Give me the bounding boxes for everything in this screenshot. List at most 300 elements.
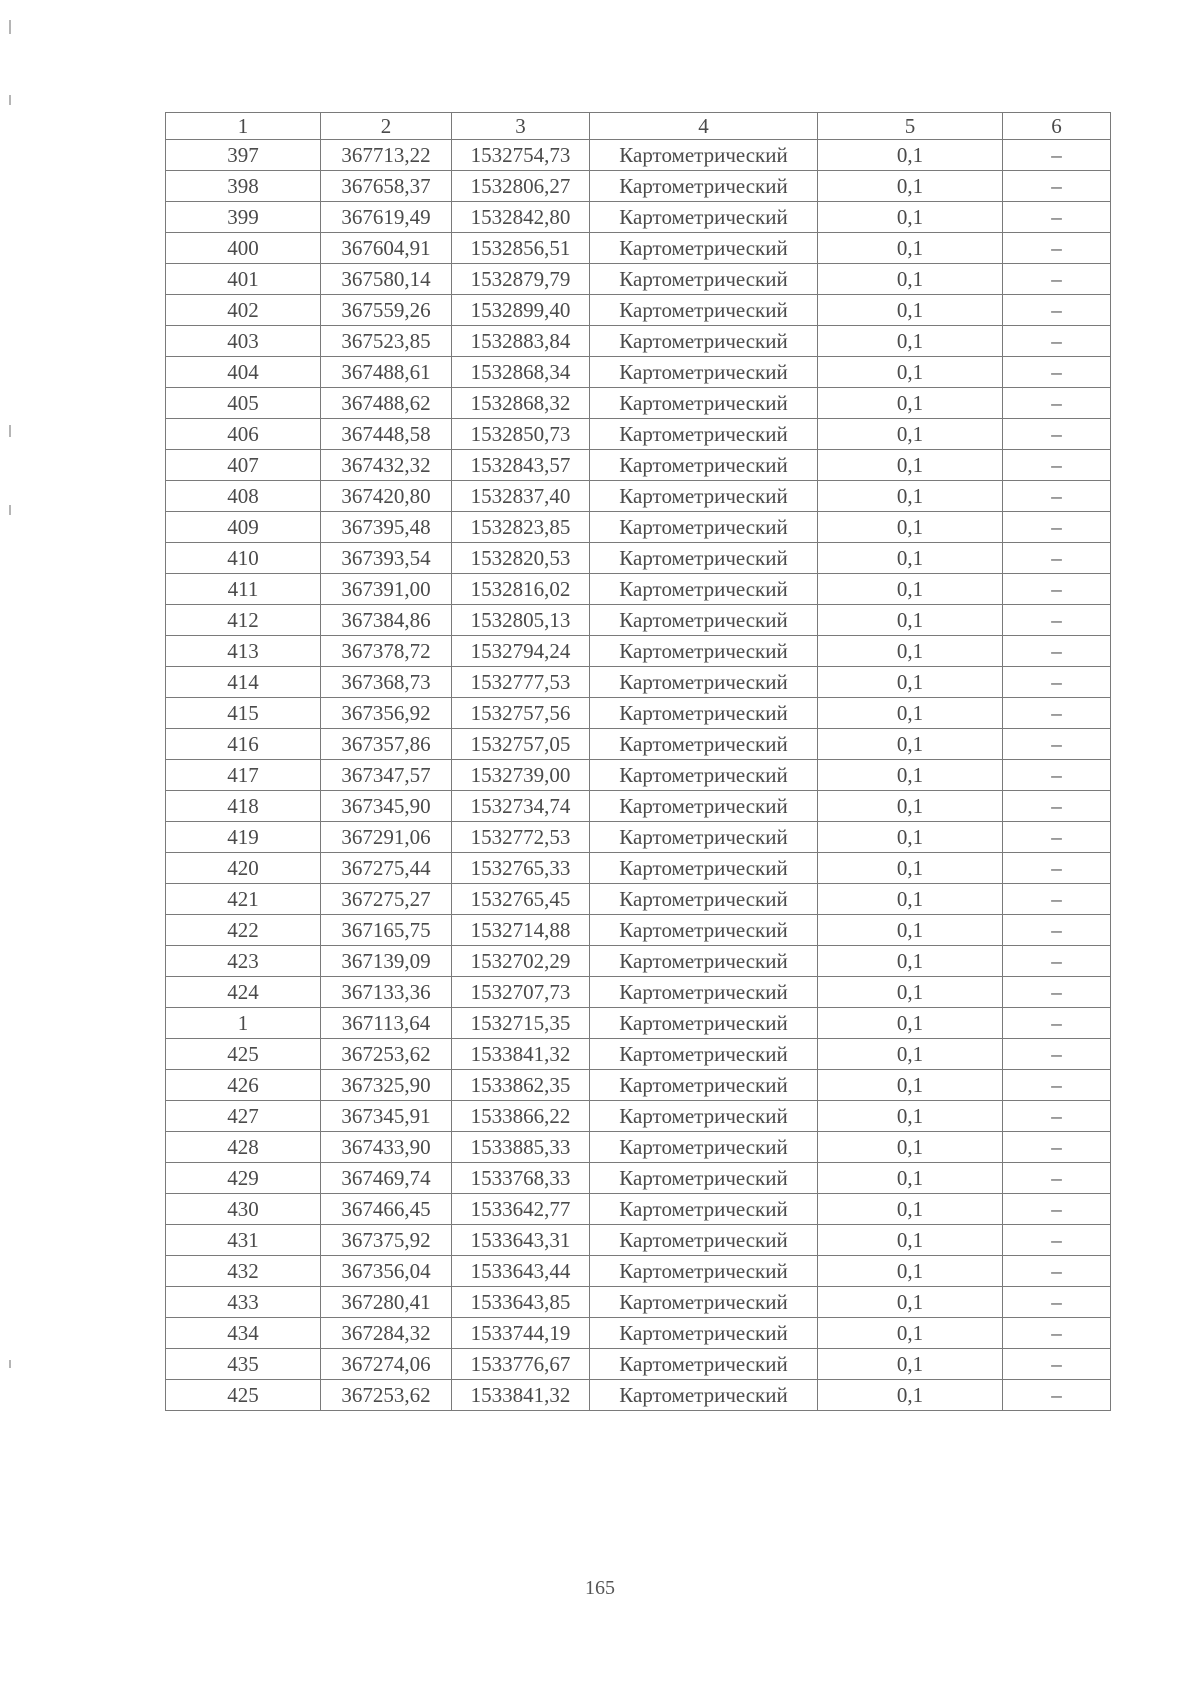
note-cell: – xyxy=(1003,1225,1111,1256)
table-row xyxy=(166,140,1111,171)
y-coordinate-cell: 1532777,53 xyxy=(452,667,590,698)
table-row xyxy=(166,1318,1111,1349)
point-number-cell: 406 xyxy=(166,419,321,450)
y-coordinate-cell: 1532765,45 xyxy=(452,884,590,915)
note-cell: – xyxy=(1003,884,1111,915)
method-cell: Картометрический xyxy=(590,419,818,450)
y-coordinate-cell: 1532765,33 xyxy=(452,853,590,884)
x-coordinate-cell: 367391,00 xyxy=(321,574,452,605)
y-coordinate-cell: 1532734,74 xyxy=(452,791,590,822)
point-number-cell: 435 xyxy=(166,1349,321,1380)
note-cell: – xyxy=(1003,419,1111,450)
point-number-cell: 423 xyxy=(166,946,321,977)
method-cell: Картометрический xyxy=(590,264,818,295)
table-row xyxy=(166,1225,1111,1256)
method-cell: Картометрический xyxy=(590,884,818,915)
accuracy-cell: 0,1 xyxy=(818,1349,1003,1380)
y-coordinate-cell: 1532754,73 xyxy=(452,140,590,171)
y-coordinate-cell: 1532823,85 xyxy=(452,512,590,543)
accuracy-cell: 0,1 xyxy=(818,915,1003,946)
method-cell: Картометрический xyxy=(590,450,818,481)
note-cell: – xyxy=(1003,667,1111,698)
note-cell: – xyxy=(1003,915,1111,946)
column-header: 6 xyxy=(1003,113,1111,140)
accuracy-cell: 0,1 xyxy=(818,605,1003,636)
scan-edge-mark xyxy=(9,20,11,34)
accuracy-cell: 0,1 xyxy=(818,1318,1003,1349)
table-row xyxy=(166,884,1111,915)
y-coordinate-cell: 1533643,31 xyxy=(452,1225,590,1256)
note-cell: – xyxy=(1003,481,1111,512)
accuracy-cell: 0,1 xyxy=(818,884,1003,915)
method-cell: Картометрический xyxy=(590,1287,818,1318)
point-number-cell: 408 xyxy=(166,481,321,512)
accuracy-cell: 0,1 xyxy=(818,1039,1003,1070)
method-cell: Картометрический xyxy=(590,1349,818,1380)
note-cell: – xyxy=(1003,636,1111,667)
accuracy-cell: 0,1 xyxy=(818,791,1003,822)
table-row xyxy=(166,760,1111,791)
table-row xyxy=(166,1070,1111,1101)
point-number-cell: 419 xyxy=(166,822,321,853)
method-cell: Картометрический xyxy=(590,1318,818,1349)
accuracy-cell: 0,1 xyxy=(818,419,1003,450)
accuracy-cell: 0,1 xyxy=(818,977,1003,1008)
accuracy-cell: 0,1 xyxy=(818,357,1003,388)
note-cell: – xyxy=(1003,202,1111,233)
point-number-cell: 398 xyxy=(166,171,321,202)
y-coordinate-cell: 1532816,02 xyxy=(452,574,590,605)
point-number-cell: 416 xyxy=(166,729,321,760)
scan-edge-mark xyxy=(9,425,11,437)
x-coordinate-cell: 367133,36 xyxy=(321,977,452,1008)
x-coordinate-cell: 367488,61 xyxy=(321,357,452,388)
y-coordinate-cell: 1532868,34 xyxy=(452,357,590,388)
table-row xyxy=(166,636,1111,667)
x-coordinate-cell: 367347,57 xyxy=(321,760,452,791)
note-cell: – xyxy=(1003,1287,1111,1318)
x-coordinate-cell: 367280,41 xyxy=(321,1287,452,1318)
method-cell: Картометрический xyxy=(590,760,818,791)
y-coordinate-cell: 1533642,77 xyxy=(452,1194,590,1225)
table-row xyxy=(166,1132,1111,1163)
note-cell: – xyxy=(1003,605,1111,636)
x-coordinate-cell: 367113,64 xyxy=(321,1008,452,1039)
y-coordinate-cell: 1532794,24 xyxy=(452,636,590,667)
point-number-cell: 418 xyxy=(166,791,321,822)
column-header: 2 xyxy=(321,113,452,140)
accuracy-cell: 0,1 xyxy=(818,450,1003,481)
y-coordinate-cell: 1533866,22 xyxy=(452,1101,590,1132)
note-cell: – xyxy=(1003,1349,1111,1380)
table-row xyxy=(166,233,1111,264)
method-cell: Картометрический xyxy=(590,1132,818,1163)
point-number-cell: 1 xyxy=(166,1008,321,1039)
table-row xyxy=(166,791,1111,822)
x-coordinate-cell: 367375,92 xyxy=(321,1225,452,1256)
method-cell: Картометрический xyxy=(590,326,818,357)
coordinates-table xyxy=(165,112,1111,1411)
y-coordinate-cell: 1532842,80 xyxy=(452,202,590,233)
method-cell: Картометрический xyxy=(590,1380,818,1411)
table-row xyxy=(166,977,1111,1008)
table-row xyxy=(166,1349,1111,1380)
accuracy-cell: 0,1 xyxy=(818,543,1003,574)
y-coordinate-cell: 1533643,85 xyxy=(452,1287,590,1318)
x-coordinate-cell: 367275,27 xyxy=(321,884,452,915)
point-number-cell: 420 xyxy=(166,853,321,884)
accuracy-cell: 0,1 xyxy=(818,729,1003,760)
note-cell: – xyxy=(1003,853,1111,884)
method-cell: Картометрический xyxy=(590,791,818,822)
x-coordinate-cell: 367713,22 xyxy=(321,140,452,171)
y-coordinate-cell: 1532856,51 xyxy=(452,233,590,264)
method-cell: Картометрический xyxy=(590,605,818,636)
method-cell: Картометрический xyxy=(590,1101,818,1132)
scan-edge-mark xyxy=(9,95,11,105)
point-number-cell: 401 xyxy=(166,264,321,295)
x-coordinate-cell: 367357,86 xyxy=(321,729,452,760)
note-cell: – xyxy=(1003,977,1111,1008)
note-cell: – xyxy=(1003,512,1111,543)
note-cell: – xyxy=(1003,1008,1111,1039)
table-row xyxy=(166,605,1111,636)
point-number-cell: 429 xyxy=(166,1163,321,1194)
x-coordinate-cell: 367291,06 xyxy=(321,822,452,853)
point-number-cell: 434 xyxy=(166,1318,321,1349)
table-row xyxy=(166,946,1111,977)
note-cell: – xyxy=(1003,295,1111,326)
method-cell: Картометрический xyxy=(590,233,818,264)
y-coordinate-cell: 1532757,05 xyxy=(452,729,590,760)
accuracy-cell: 0,1 xyxy=(818,171,1003,202)
y-coordinate-cell: 1533862,35 xyxy=(452,1070,590,1101)
note-cell: – xyxy=(1003,1380,1111,1411)
table-row xyxy=(166,1256,1111,1287)
y-coordinate-cell: 1532820,53 xyxy=(452,543,590,574)
point-number-cell: 430 xyxy=(166,1194,321,1225)
table-row xyxy=(166,202,1111,233)
method-cell: Картометрический xyxy=(590,1194,818,1225)
table-row xyxy=(166,1287,1111,1318)
method-cell: Картометрический xyxy=(590,1256,818,1287)
note-cell: – xyxy=(1003,760,1111,791)
table-row xyxy=(166,822,1111,853)
note-cell: – xyxy=(1003,388,1111,419)
x-coordinate-cell: 367523,85 xyxy=(321,326,452,357)
y-coordinate-cell: 1532837,40 xyxy=(452,481,590,512)
accuracy-cell: 0,1 xyxy=(818,1225,1003,1256)
x-coordinate-cell: 367559,26 xyxy=(321,295,452,326)
method-cell: Картометрический xyxy=(590,1039,818,1070)
x-coordinate-cell: 367658,37 xyxy=(321,171,452,202)
note-cell: – xyxy=(1003,1163,1111,1194)
table-row xyxy=(166,388,1111,419)
accuracy-cell: 0,1 xyxy=(818,1256,1003,1287)
table-row xyxy=(166,171,1111,202)
x-coordinate-cell: 367466,45 xyxy=(321,1194,452,1225)
accuracy-cell: 0,1 xyxy=(818,574,1003,605)
point-number-cell: 414 xyxy=(166,667,321,698)
accuracy-cell: 0,1 xyxy=(818,853,1003,884)
table-row xyxy=(166,326,1111,357)
table-body xyxy=(166,140,1111,1411)
x-coordinate-cell: 367356,92 xyxy=(321,698,452,729)
point-number-cell: 422 xyxy=(166,915,321,946)
note-cell: – xyxy=(1003,791,1111,822)
point-number-cell: 427 xyxy=(166,1101,321,1132)
method-cell: Картометрический xyxy=(590,202,818,233)
x-coordinate-cell: 367325,90 xyxy=(321,1070,452,1101)
y-coordinate-cell: 1533768,33 xyxy=(452,1163,590,1194)
method-cell: Картометрический xyxy=(590,977,818,1008)
method-cell: Картометрический xyxy=(590,388,818,419)
y-coordinate-cell: 1533841,32 xyxy=(452,1380,590,1411)
accuracy-cell: 0,1 xyxy=(818,202,1003,233)
accuracy-cell: 0,1 xyxy=(818,760,1003,791)
note-cell: – xyxy=(1003,946,1111,977)
point-number-cell: 397 xyxy=(166,140,321,171)
accuracy-cell: 0,1 xyxy=(818,264,1003,295)
x-coordinate-cell: 367448,58 xyxy=(321,419,452,450)
table-row xyxy=(166,357,1111,388)
x-coordinate-cell: 367393,54 xyxy=(321,543,452,574)
y-coordinate-cell: 1533885,33 xyxy=(452,1132,590,1163)
table-row xyxy=(166,1380,1111,1411)
x-coordinate-cell: 367368,73 xyxy=(321,667,452,698)
note-cell: – xyxy=(1003,171,1111,202)
table-row xyxy=(166,853,1111,884)
y-coordinate-cell: 1532714,88 xyxy=(452,915,590,946)
note-cell: – xyxy=(1003,450,1111,481)
page-number: 165 xyxy=(585,1577,615,1599)
accuracy-cell: 0,1 xyxy=(818,1194,1003,1225)
table-row xyxy=(166,450,1111,481)
method-cell: Картометрический xyxy=(590,357,818,388)
x-coordinate-cell: 367420,80 xyxy=(321,481,452,512)
header-row xyxy=(166,113,1111,140)
note-cell: – xyxy=(1003,1318,1111,1349)
y-coordinate-cell: 1532739,00 xyxy=(452,760,590,791)
y-coordinate-cell: 1532702,29 xyxy=(452,946,590,977)
y-coordinate-cell: 1532715,35 xyxy=(452,1008,590,1039)
column-header: 4 xyxy=(590,113,818,140)
y-coordinate-cell: 1532883,84 xyxy=(452,326,590,357)
method-cell: Картометрический xyxy=(590,822,818,853)
table-row xyxy=(166,1008,1111,1039)
point-number-cell: 411 xyxy=(166,574,321,605)
scan-edge-mark xyxy=(9,505,11,515)
y-coordinate-cell: 1532757,56 xyxy=(452,698,590,729)
table-row xyxy=(166,543,1111,574)
method-cell: Картометрический xyxy=(590,1163,818,1194)
x-coordinate-cell: 367275,44 xyxy=(321,853,452,884)
table-row xyxy=(166,1039,1111,1070)
column-header: 5 xyxy=(818,113,1003,140)
x-coordinate-cell: 367432,32 xyxy=(321,450,452,481)
accuracy-cell: 0,1 xyxy=(818,1008,1003,1039)
table-row xyxy=(166,698,1111,729)
y-coordinate-cell: 1532843,57 xyxy=(452,450,590,481)
point-number-cell: 428 xyxy=(166,1132,321,1163)
point-number-cell: 409 xyxy=(166,512,321,543)
method-cell: Картометрический xyxy=(590,636,818,667)
method-cell: Картометрический xyxy=(590,481,818,512)
point-number-cell: 413 xyxy=(166,636,321,667)
table-row xyxy=(166,481,1111,512)
y-coordinate-cell: 1532772,53 xyxy=(452,822,590,853)
accuracy-cell: 0,1 xyxy=(818,667,1003,698)
accuracy-cell: 0,1 xyxy=(818,1101,1003,1132)
note-cell: – xyxy=(1003,698,1111,729)
accuracy-cell: 0,1 xyxy=(818,1380,1003,1411)
point-number-cell: 412 xyxy=(166,605,321,636)
accuracy-cell: 0,1 xyxy=(818,698,1003,729)
accuracy-cell: 0,1 xyxy=(818,1070,1003,1101)
accuracy-cell: 0,1 xyxy=(818,140,1003,171)
y-coordinate-cell: 1532899,40 xyxy=(452,295,590,326)
method-cell: Картометрический xyxy=(590,915,818,946)
x-coordinate-cell: 367580,14 xyxy=(321,264,452,295)
note-cell: – xyxy=(1003,357,1111,388)
point-number-cell: 426 xyxy=(166,1070,321,1101)
table-row xyxy=(166,729,1111,760)
accuracy-cell: 0,1 xyxy=(818,295,1003,326)
y-coordinate-cell: 1532868,32 xyxy=(452,388,590,419)
point-number-cell: 425 xyxy=(166,1380,321,1411)
x-coordinate-cell: 367345,90 xyxy=(321,791,452,822)
y-coordinate-cell: 1533643,44 xyxy=(452,1256,590,1287)
table-header xyxy=(166,113,1111,140)
point-number-cell: 431 xyxy=(166,1225,321,1256)
method-cell: Картометрический xyxy=(590,1225,818,1256)
accuracy-cell: 0,1 xyxy=(818,326,1003,357)
table-row xyxy=(166,295,1111,326)
table-row xyxy=(166,1101,1111,1132)
point-number-cell: 405 xyxy=(166,388,321,419)
x-coordinate-cell: 367345,91 xyxy=(321,1101,452,1132)
point-number-cell: 404 xyxy=(166,357,321,388)
note-cell: – xyxy=(1003,1070,1111,1101)
x-coordinate-cell: 367253,62 xyxy=(321,1039,452,1070)
accuracy-cell: 0,1 xyxy=(818,1163,1003,1194)
note-cell: – xyxy=(1003,543,1111,574)
accuracy-cell: 0,1 xyxy=(818,481,1003,512)
y-coordinate-cell: 1533744,19 xyxy=(452,1318,590,1349)
note-cell: – xyxy=(1003,1194,1111,1225)
x-coordinate-cell: 367604,91 xyxy=(321,233,452,264)
accuracy-cell: 0,1 xyxy=(818,388,1003,419)
y-coordinate-cell: 1532805,13 xyxy=(452,605,590,636)
table-row xyxy=(166,512,1111,543)
point-number-cell: 399 xyxy=(166,202,321,233)
x-coordinate-cell: 367433,90 xyxy=(321,1132,452,1163)
point-number-cell: 407 xyxy=(166,450,321,481)
note-cell: – xyxy=(1003,326,1111,357)
note-cell: – xyxy=(1003,264,1111,295)
method-cell: Картометрический xyxy=(590,698,818,729)
method-cell: Картометрический xyxy=(590,729,818,760)
table-row xyxy=(166,574,1111,605)
point-number-cell: 433 xyxy=(166,1287,321,1318)
point-number-cell: 432 xyxy=(166,1256,321,1287)
point-number-cell: 424 xyxy=(166,977,321,1008)
y-coordinate-cell: 1532707,73 xyxy=(452,977,590,1008)
column-header: 3 xyxy=(452,113,590,140)
accuracy-cell: 0,1 xyxy=(818,946,1003,977)
y-coordinate-cell: 1533841,32 xyxy=(452,1039,590,1070)
note-cell: – xyxy=(1003,233,1111,264)
point-number-cell: 415 xyxy=(166,698,321,729)
method-cell: Картометрический xyxy=(590,140,818,171)
x-coordinate-cell: 367469,74 xyxy=(321,1163,452,1194)
method-cell: Картометрический xyxy=(590,295,818,326)
accuracy-cell: 0,1 xyxy=(818,233,1003,264)
point-number-cell: 402 xyxy=(166,295,321,326)
point-number-cell: 400 xyxy=(166,233,321,264)
note-cell: – xyxy=(1003,1256,1111,1287)
method-cell: Картометрический xyxy=(590,667,818,698)
x-coordinate-cell: 367356,04 xyxy=(321,1256,452,1287)
x-coordinate-cell: 367619,49 xyxy=(321,202,452,233)
method-cell: Картометрический xyxy=(590,853,818,884)
column-header: 1 xyxy=(166,113,321,140)
point-number-cell: 403 xyxy=(166,326,321,357)
x-coordinate-cell: 367139,09 xyxy=(321,946,452,977)
note-cell: – xyxy=(1003,822,1111,853)
table-row xyxy=(166,667,1111,698)
y-coordinate-cell: 1532806,27 xyxy=(452,171,590,202)
method-cell: Картометрический xyxy=(590,1070,818,1101)
method-cell: Картометрический xyxy=(590,946,818,977)
accuracy-cell: 0,1 xyxy=(818,1287,1003,1318)
method-cell: Картометрический xyxy=(590,1008,818,1039)
accuracy-cell: 0,1 xyxy=(818,512,1003,543)
note-cell: – xyxy=(1003,729,1111,760)
x-coordinate-cell: 367488,62 xyxy=(321,388,452,419)
note-cell: – xyxy=(1003,140,1111,171)
scan-edge-mark xyxy=(9,1360,11,1368)
y-coordinate-cell: 1532850,73 xyxy=(452,419,590,450)
x-coordinate-cell: 367165,75 xyxy=(321,915,452,946)
point-number-cell: 417 xyxy=(166,760,321,791)
accuracy-cell: 0,1 xyxy=(818,1132,1003,1163)
x-coordinate-cell: 367253,62 xyxy=(321,1380,452,1411)
note-cell: – xyxy=(1003,1101,1111,1132)
accuracy-cell: 0,1 xyxy=(818,822,1003,853)
method-cell: Картометрический xyxy=(590,171,818,202)
note-cell: – xyxy=(1003,1132,1111,1163)
table-row xyxy=(166,419,1111,450)
table-row xyxy=(166,915,1111,946)
x-coordinate-cell: 367284,32 xyxy=(321,1318,452,1349)
x-coordinate-cell: 367274,06 xyxy=(321,1349,452,1380)
note-cell: – xyxy=(1003,1039,1111,1070)
accuracy-cell: 0,1 xyxy=(818,636,1003,667)
point-number-cell: 410 xyxy=(166,543,321,574)
y-coordinate-cell: 1533776,67 xyxy=(452,1349,590,1380)
table-row xyxy=(166,1194,1111,1225)
point-number-cell: 425 xyxy=(166,1039,321,1070)
method-cell: Картометрический xyxy=(590,574,818,605)
x-coordinate-cell: 367378,72 xyxy=(321,636,452,667)
x-coordinate-cell: 367384,86 xyxy=(321,605,452,636)
table-row xyxy=(166,1163,1111,1194)
y-coordinate-cell: 1532879,79 xyxy=(452,264,590,295)
x-coordinate-cell: 367395,48 xyxy=(321,512,452,543)
method-cell: Картометрический xyxy=(590,512,818,543)
point-number-cell: 421 xyxy=(166,884,321,915)
